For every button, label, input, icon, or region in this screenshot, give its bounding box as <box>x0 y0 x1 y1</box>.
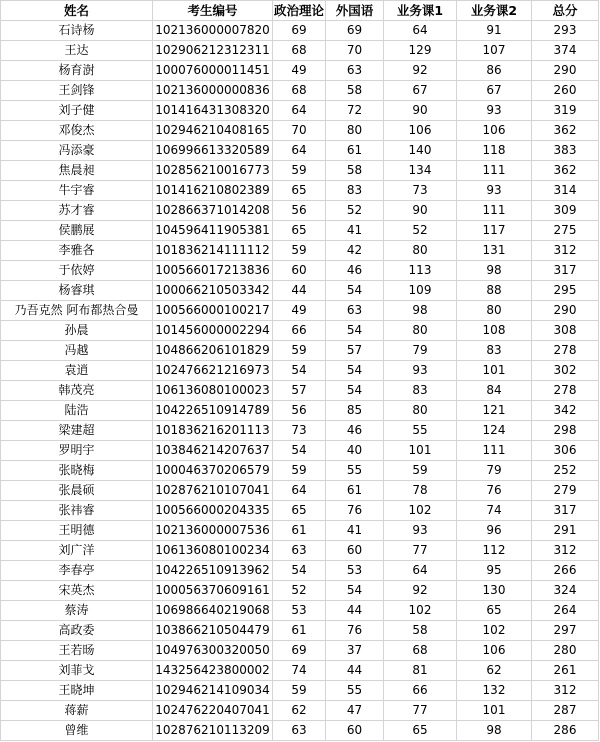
cell-name: 石诗杨 <box>1 21 153 41</box>
cell-exam-id: 104596411905381 <box>153 221 273 241</box>
cell-politics: 73 <box>273 421 326 441</box>
cell-name: 侯鹏展 <box>1 221 153 241</box>
header-name: 姓名 <box>1 1 153 21</box>
cell-subject-1: 59 <box>384 461 457 481</box>
cell-total: 317 <box>532 261 599 281</box>
cell-exam-id: 102136000000836 <box>153 81 273 101</box>
cell-subject-2: 84 <box>457 381 532 401</box>
cell-exam-id: 101456000002294 <box>153 321 273 341</box>
cell-subject-2: 108 <box>457 321 532 341</box>
cell-total: 317 <box>532 501 599 521</box>
cell-total: 295 <box>532 281 599 301</box>
cell-foreign-language: 70 <box>326 41 384 61</box>
cell-foreign-language: 58 <box>326 161 384 181</box>
cell-subject-1: 65 <box>384 721 457 741</box>
cell-subject-2: 93 <box>457 101 532 121</box>
cell-exam-id: 102476621216973 <box>153 361 273 381</box>
cell-subject-1: 92 <box>384 61 457 81</box>
cell-subject-1: 77 <box>384 701 457 721</box>
cell-name: 杨育澍 <box>1 61 153 81</box>
cell-name: 王晓坤 <box>1 681 153 701</box>
cell-name: 刘广洋 <box>1 541 153 561</box>
cell-total: 279 <box>532 481 599 501</box>
cell-politics: 59 <box>273 341 326 361</box>
cell-politics: 63 <box>273 721 326 741</box>
table-row <box>1 641 599 661</box>
cell-exam-id: 100566000100217 <box>153 301 273 321</box>
cell-subject-2: 96 <box>457 521 532 541</box>
table-row <box>1 481 599 501</box>
table-row <box>1 61 599 81</box>
cell-foreign-language: 47 <box>326 701 384 721</box>
cell-subject-1: 64 <box>384 561 457 581</box>
cell-exam-id: 106986640219068 <box>153 601 273 621</box>
table-row <box>1 241 599 261</box>
cell-foreign-language: 63 <box>326 61 384 81</box>
cell-subject-1: 106 <box>384 121 457 141</box>
cell-foreign-language: 55 <box>326 461 384 481</box>
cell-total: 298 <box>532 421 599 441</box>
cell-subject-1: 90 <box>384 201 457 221</box>
cell-politics: 54 <box>273 441 326 461</box>
table-row <box>1 521 599 541</box>
cell-total: 260 <box>532 81 599 101</box>
cell-subject-1: 113 <box>384 261 457 281</box>
table-row <box>1 361 599 381</box>
table-row <box>1 621 599 641</box>
cell-foreign-language: 40 <box>326 441 384 461</box>
cell-foreign-language: 80 <box>326 121 384 141</box>
cell-subject-2: 111 <box>457 161 532 181</box>
cell-subject-1: 134 <box>384 161 457 181</box>
cell-exam-id: 102946210408165 <box>153 121 273 141</box>
cell-foreign-language: 44 <box>326 601 384 621</box>
cell-total: 383 <box>532 141 599 161</box>
table-row <box>1 321 599 341</box>
cell-total: 291 <box>532 521 599 541</box>
cell-exam-id: 100046370206579 <box>153 461 273 481</box>
cell-exam-id: 106996613320589 <box>153 141 273 161</box>
cell-subject-1: 66 <box>384 681 457 701</box>
cell-subject-1: 79 <box>384 341 457 361</box>
table-row <box>1 701 599 721</box>
table-row <box>1 341 599 361</box>
cell-foreign-language: 61 <box>326 481 384 501</box>
table-row <box>1 181 599 201</box>
table-row <box>1 261 599 281</box>
cell-exam-id: 102906212312311 <box>153 41 273 61</box>
cell-exam-id: 102876210107041 <box>153 481 273 501</box>
cell-foreign-language: 54 <box>326 581 384 601</box>
cell-name: 焦晨昶 <box>1 161 153 181</box>
table-row <box>1 461 599 481</box>
cell-name: 梁建超 <box>1 421 153 441</box>
cell-total: 314 <box>532 181 599 201</box>
cell-foreign-language: 53 <box>326 561 384 581</box>
cell-total: 278 <box>532 341 599 361</box>
cell-total: 374 <box>532 41 599 61</box>
cell-total: 290 <box>532 61 599 81</box>
cell-politics: 53 <box>273 601 326 621</box>
cell-subject-2: 121 <box>457 401 532 421</box>
cell-foreign-language: 83 <box>326 181 384 201</box>
cell-exam-id: 143256423800002 <box>153 661 273 681</box>
table-row <box>1 721 599 741</box>
table-row <box>1 301 599 321</box>
cell-name: 袁逍 <box>1 361 153 381</box>
cell-total: 302 <box>532 361 599 381</box>
cell-politics: 54 <box>273 361 326 381</box>
table-row <box>1 201 599 221</box>
cell-name: 张晓梅 <box>1 461 153 481</box>
cell-subject-2: 83 <box>457 341 532 361</box>
cell-politics: 66 <box>273 321 326 341</box>
cell-subject-2: 102 <box>457 621 532 641</box>
table-row <box>1 281 599 301</box>
cell-subject-1: 83 <box>384 381 457 401</box>
header-foreign-language: 外国语 <box>326 1 384 21</box>
header-politics: 政治理论 <box>273 1 326 21</box>
cell-subject-2: 74 <box>457 501 532 521</box>
cell-foreign-language: 37 <box>326 641 384 661</box>
cell-exam-id: 100066210503342 <box>153 281 273 301</box>
cell-foreign-language: 54 <box>326 281 384 301</box>
cell-foreign-language: 60 <box>326 721 384 741</box>
cell-exam-id: 102856210016773 <box>153 161 273 181</box>
cell-foreign-language: 41 <box>326 521 384 541</box>
cell-politics: 59 <box>273 461 326 481</box>
cell-politics: 64 <box>273 141 326 161</box>
cell-subject-1: 80 <box>384 401 457 421</box>
table-row <box>1 81 599 101</box>
cell-subject-1: 78 <box>384 481 457 501</box>
cell-total: 319 <box>532 101 599 121</box>
cell-name: 蒋薪 <box>1 701 153 721</box>
cell-foreign-language: 55 <box>326 681 384 701</box>
cell-total: 309 <box>532 201 599 221</box>
cell-foreign-language: 54 <box>326 321 384 341</box>
cell-subject-2: 95 <box>457 561 532 581</box>
cell-subject-1: 68 <box>384 641 457 661</box>
table-row <box>1 541 599 561</box>
table-row <box>1 681 599 701</box>
table-row <box>1 41 599 61</box>
cell-name: 孙晨 <box>1 321 153 341</box>
cell-subject-2: 98 <box>457 261 532 281</box>
cell-name: 罗明宇 <box>1 441 153 461</box>
header-exam-id: 考生编号 <box>153 1 273 21</box>
cell-politics: 59 <box>273 161 326 181</box>
cell-foreign-language: 57 <box>326 341 384 361</box>
cell-subject-1: 64 <box>384 21 457 41</box>
cell-name: 李春亭 <box>1 561 153 581</box>
cell-subject-2: 98 <box>457 721 532 741</box>
cell-total: 278 <box>532 381 599 401</box>
cell-subject-1: 129 <box>384 41 457 61</box>
cell-exam-id: 100566000204335 <box>153 501 273 521</box>
cell-exam-id: 104226510914789 <box>153 401 273 421</box>
cell-politics: 44 <box>273 281 326 301</box>
cell-name: 王达 <box>1 41 153 61</box>
cell-total: 297 <box>532 621 599 641</box>
cell-foreign-language: 46 <box>326 421 384 441</box>
cell-exam-id: 102136000007536 <box>153 521 273 541</box>
cell-total: 362 <box>532 161 599 181</box>
cell-foreign-language: 60 <box>326 541 384 561</box>
cell-exam-id: 103866210504479 <box>153 621 273 641</box>
cell-total: 312 <box>532 241 599 261</box>
cell-name: 蔡涛 <box>1 601 153 621</box>
cell-exam-id: 100056370609161 <box>153 581 273 601</box>
cell-foreign-language: 52 <box>326 201 384 221</box>
cell-subject-1: 102 <box>384 501 457 521</box>
cell-total: 342 <box>532 401 599 421</box>
cell-subject-2: 117 <box>457 221 532 241</box>
cell-subject-1: 93 <box>384 361 457 381</box>
cell-foreign-language: 72 <box>326 101 384 121</box>
cell-total: 362 <box>532 121 599 141</box>
table-row <box>1 561 599 581</box>
cell-total: 266 <box>532 561 599 581</box>
cell-politics: 61 <box>273 621 326 641</box>
cell-name: 于依婷 <box>1 261 153 281</box>
cell-foreign-language: 76 <box>326 621 384 641</box>
cell-politics: 69 <box>273 641 326 661</box>
cell-foreign-language: 76 <box>326 501 384 521</box>
cell-subject-1: 80 <box>384 241 457 261</box>
cell-politics: 65 <box>273 501 326 521</box>
cell-name: 王若旸 <box>1 641 153 661</box>
cell-total: 312 <box>532 541 599 561</box>
cell-politics: 49 <box>273 61 326 81</box>
cell-foreign-language: 69 <box>326 21 384 41</box>
header-subject-2: 业务课2 <box>457 1 532 21</box>
cell-exam-id: 103846214207637 <box>153 441 273 461</box>
table-row <box>1 121 599 141</box>
cell-subject-1: 81 <box>384 661 457 681</box>
cell-subject-1: 55 <box>384 421 457 441</box>
cell-exam-id: 102136000007820 <box>153 21 273 41</box>
cell-subject-2: 88 <box>457 281 532 301</box>
table-row <box>1 381 599 401</box>
cell-exam-id: 102876210113209 <box>153 721 273 741</box>
cell-subject-2: 111 <box>457 441 532 461</box>
cell-name: 刘菲戈 <box>1 661 153 681</box>
cell-politics: 70 <box>273 121 326 141</box>
cell-subject-2: 93 <box>457 181 532 201</box>
cell-subject-2: 79 <box>457 461 532 481</box>
cell-name: 牛宇睿 <box>1 181 153 201</box>
header-total: 总分 <box>532 1 599 21</box>
cell-exam-id: 106136080100234 <box>153 541 273 561</box>
cell-politics: 64 <box>273 481 326 501</box>
cell-name: 冯添豪 <box>1 141 153 161</box>
cell-subject-2: 130 <box>457 581 532 601</box>
cell-politics: 68 <box>273 81 326 101</box>
cell-politics: 74 <box>273 661 326 681</box>
cell-total: 306 <box>532 441 599 461</box>
cell-subject-2: 101 <box>457 701 532 721</box>
cell-total: 287 <box>532 701 599 721</box>
cell-politics: 54 <box>273 561 326 581</box>
cell-subject-1: 58 <box>384 621 457 641</box>
cell-total: 290 <box>532 301 599 321</box>
cell-total: 312 <box>532 681 599 701</box>
cell-politics: 65 <box>273 221 326 241</box>
cell-name: 张晨硕 <box>1 481 153 501</box>
table-row <box>1 21 599 41</box>
cell-foreign-language: 44 <box>326 661 384 681</box>
cell-exam-id: 102476220407041 <box>153 701 273 721</box>
cell-subject-1: 90 <box>384 101 457 121</box>
cell-exam-id: 104226510913962 <box>153 561 273 581</box>
cell-total: 293 <box>532 21 599 41</box>
cell-foreign-language: 61 <box>326 141 384 161</box>
table-row <box>1 581 599 601</box>
cell-total: 280 <box>532 641 599 661</box>
cell-exam-id: 100566017213836 <box>153 261 273 281</box>
cell-politics: 56 <box>273 401 326 421</box>
cell-total: 275 <box>532 221 599 241</box>
cell-subject-2: 124 <box>457 421 532 441</box>
cell-subject-2: 101 <box>457 361 532 381</box>
cell-politics: 62 <box>273 701 326 721</box>
cell-subject-1: 73 <box>384 181 457 201</box>
cell-name: 乃吾克然 阿布都热合曼 <box>1 301 153 321</box>
cell-name: 苏才睿 <box>1 201 153 221</box>
table-row <box>1 421 599 441</box>
cell-total: 286 <box>532 721 599 741</box>
cell-subject-1: 98 <box>384 301 457 321</box>
cell-foreign-language: 63 <box>326 301 384 321</box>
cell-subject-2: 106 <box>457 641 532 661</box>
cell-subject-2: 62 <box>457 661 532 681</box>
cell-total: 324 <box>532 581 599 601</box>
cell-politics: 49 <box>273 301 326 321</box>
cell-subject-1: 93 <box>384 521 457 541</box>
cell-politics: 60 <box>273 261 326 281</box>
cell-subject-1: 109 <box>384 281 457 301</box>
cell-subject-1: 67 <box>384 81 457 101</box>
cell-name: 曾维 <box>1 721 153 741</box>
cell-exam-id: 101836216201113 <box>153 421 273 441</box>
cell-total: 261 <box>532 661 599 681</box>
cell-total: 308 <box>532 321 599 341</box>
cell-subject-1: 101 <box>384 441 457 461</box>
cell-subject-2: 111 <box>457 201 532 221</box>
cell-exam-id: 104976300320050 <box>153 641 273 661</box>
cell-subject-2: 106 <box>457 121 532 141</box>
cell-foreign-language: 54 <box>326 381 384 401</box>
cell-subject-2: 67 <box>457 81 532 101</box>
table-body <box>1 21 599 741</box>
table-row <box>1 161 599 181</box>
cell-total: 252 <box>532 461 599 481</box>
cell-subject-2: 91 <box>457 21 532 41</box>
header-subject-1: 业务课1 <box>384 1 457 21</box>
cell-name: 张祎睿 <box>1 501 153 521</box>
table-row <box>1 101 599 121</box>
cell-exam-id: 101416210802389 <box>153 181 273 201</box>
cell-exam-id: 102946214109034 <box>153 681 273 701</box>
cell-subject-2: 132 <box>457 681 532 701</box>
cell-politics: 61 <box>273 521 326 541</box>
cell-exam-id: 100076000011451 <box>153 61 273 81</box>
header-row <box>1 1 599 21</box>
cell-foreign-language: 54 <box>326 361 384 381</box>
cell-name: 陆浩 <box>1 401 153 421</box>
cell-exam-id: 106136080100023 <box>153 381 273 401</box>
cell-exam-id: 104866206101829 <box>153 341 273 361</box>
cell-politics: 52 <box>273 581 326 601</box>
table-row <box>1 441 599 461</box>
cell-subject-2: 80 <box>457 301 532 321</box>
cell-foreign-language: 42 <box>326 241 384 261</box>
cell-foreign-language: 85 <box>326 401 384 421</box>
cell-name: 刘子健 <box>1 101 153 121</box>
cell-subject-2: 118 <box>457 141 532 161</box>
cell-politics: 65 <box>273 181 326 201</box>
cell-name: 邓俊杰 <box>1 121 153 141</box>
table-row <box>1 661 599 681</box>
cell-subject-1: 102 <box>384 601 457 621</box>
cell-politics: 59 <box>273 241 326 261</box>
cell-subject-1: 92 <box>384 581 457 601</box>
cell-subject-1: 140 <box>384 141 457 161</box>
cell-name: 王剑锋 <box>1 81 153 101</box>
cell-name: 冯越 <box>1 341 153 361</box>
cell-name: 王明德 <box>1 521 153 541</box>
cell-name: 李雅各 <box>1 241 153 261</box>
cell-politics: 59 <box>273 681 326 701</box>
table-row <box>1 221 599 241</box>
cell-subject-2: 107 <box>457 41 532 61</box>
table-row <box>1 401 599 421</box>
cell-foreign-language: 41 <box>326 221 384 241</box>
cell-name: 高政委 <box>1 621 153 641</box>
cell-politics: 57 <box>273 381 326 401</box>
cell-politics: 56 <box>273 201 326 221</box>
table-row <box>1 141 599 161</box>
cell-foreign-language: 58 <box>326 81 384 101</box>
cell-subject-2: 131 <box>457 241 532 261</box>
cell-politics: 63 <box>273 541 326 561</box>
cell-subject-2: 76 <box>457 481 532 501</box>
cell-politics: 64 <box>273 101 326 121</box>
cell-subject-1: 80 <box>384 321 457 341</box>
cell-subject-2: 112 <box>457 541 532 561</box>
cell-exam-id: 101836214111112 <box>153 241 273 261</box>
table-row <box>1 501 599 521</box>
cell-subject-2: 86 <box>457 61 532 81</box>
cell-total: 264 <box>532 601 599 621</box>
cell-subject-2: 65 <box>457 601 532 621</box>
cell-politics: 69 <box>273 21 326 41</box>
cell-subject-1: 52 <box>384 221 457 241</box>
cell-name: 韩茂亮 <box>1 381 153 401</box>
cell-exam-id: 102866371014208 <box>153 201 273 221</box>
cell-name: 杨睿琪 <box>1 281 153 301</box>
cell-subject-1: 77 <box>384 541 457 561</box>
cell-politics: 68 <box>273 41 326 61</box>
cell-exam-id: 101416431308320 <box>153 101 273 121</box>
cell-foreign-language: 46 <box>326 261 384 281</box>
cell-name: 宋英杰 <box>1 581 153 601</box>
table-row <box>1 601 599 621</box>
